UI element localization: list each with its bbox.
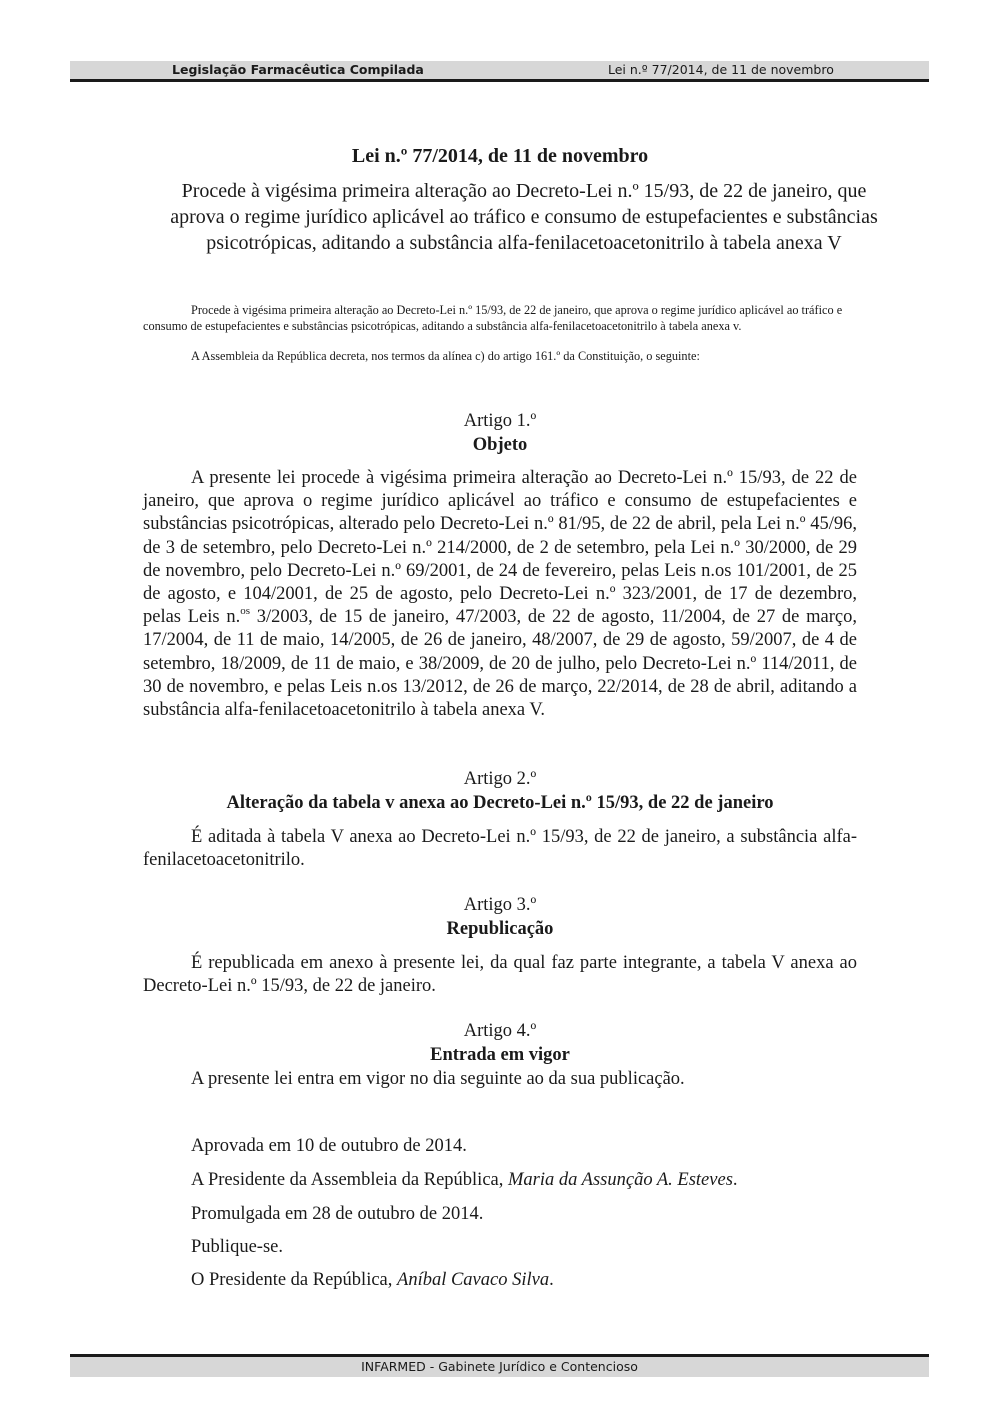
article-4-number: Artigo 4.º [463,1021,537,1041]
publish-order: Publique-se. [191,1237,283,1257]
page-footer: INFARMED - Gabinete Jurídico e Contencioso [70,1354,929,1377]
article-2-number: Artigo 2.º [463,769,537,789]
article-1-title: Objeto [472,435,528,455]
article-1-number: Artigo 1.º [463,411,537,431]
preamble: A Assembleia da República decreta, nos termos da alínea c) do artigo 161.º da Constituição, o seguinte: [191,349,700,363]
article-4-title: Entrada em vigor [430,1045,570,1065]
law-summary: Procede à vigésima primeira alteração ao Decreto-Lei n.º 15/93, de 22 de janeiro, que aprova o regime jurídico aplicável ao tráfico e consumo de estupefacientes e substâncias psicotrópicas, aditando a substância alfa-fenilacetoacetonitrilo à tabela anexa v. [143,303,843,333]
law-subtitle: Procede à vigésima primeira alteração ao Decreto-Lei n.º 15/93, de 22 de janeiro, que aprova o regime jurídico aplicável ao tráfico e consumo de estupefacientes e substâncias psicotrópicas, aditando a substância alfa-fenilacetoacetonitrilo à tabela anexa V [170,180,878,254]
republic-president-line: O Presidente da República, Aníbal Cavaco Silva. [191,1270,554,1290]
article-3-title: Republicação [446,919,554,939]
article-1-text: A presente lei procede à vigésima primeira alteração ao Decreto-Lei n.º 15/93, de 22 de janeiro, que aprova o regime jurídico aplicável ao tráfico e consumo de estupefacientes e substâncias psicotrópicas, alterado pelo Decreto-Lei n.º 81/95, de 22 de abril, pela Lei n.º 45/96, de 3 de setembro, pelo Decreto-Lei n.º 214/2000, de 2 de setembro, pela Lei n.º 30/2000, de 29 de novembro, pelo Decreto-Lei n.º 69/2001, de 24 de fevereiro, pelas Leis n.os 101/2001, de 25 de agosto, e 104/2001, de 25 de agosto, pelo Decreto-Lei n.º 323/2001, de 17 de dezembro, pelas Leis n.$^{os}$ 3/2003, de 15 de janeiro, 47/2003, de 22 de agosto, 11/2004, de 27 de março, 17/2004, de 11 de maio, 14/2005, de 26 de janeiro, 48/2007, de 29 de agosto, 59/2007, de 4 de setembro, 18/2009, de 11 de maio, e 38/2009, de 20 de julho, pelo Decreto-Lei n.º 114/2011, de 30 de novembro, e pelas Leis n.os 13/2012, de 26 de março, 22/2014, de 28 de abril, aditando a substância alfa-fenilacetoacetonitrilo à tabela anexa V. [143,468,857,721]
republic-president-name: Aníbal Cavaco Silva [397,1270,550,1290]
promulgation-date: Promulgada em 28 de outubro de 2014. [191,1204,484,1224]
header-law-reference: Lei n.º 77/2014, de 11 de novembro [608,62,834,77]
article-2-title: Alteração da tabela v anexa ao Decreto-Lei n.º 15/93, de 22 de janeiro [226,793,774,813]
header-publication-title: Legislação Farmacêutica Compilada [172,62,424,77]
article-4-text: A presente lei entra em vigor no dia seguinte ao da sua publicação. [191,1069,685,1089]
article-2-text: É aditada à tabela V anexa ao Decreto-Lei n.º 15/93, de 22 de janeiro, a substância alfa-fenilacetoacetonitrilo. [143,827,857,871]
approval-date: Aprovada em 10 de outubro de 2014. [191,1136,467,1156]
page-header [70,61,929,82]
assembly-president-name: Maria da Assunção A. Esteves [508,1170,733,1190]
law-title: Lei n.º 77/2014, de 11 de novembro [351,145,649,167]
article-3-text: É republicada em anexo à presente lei, da qual faz parte integrante, a tabela V anexa ao Decreto-Lei n.º 15/93, de 22 de janeiro. [143,953,857,997]
article-3-number: Artigo 3.º [463,895,537,915]
assembly-president-line: A Presidente da Assembleia da República, Maria da Assunção A. Esteves. [191,1170,738,1190]
